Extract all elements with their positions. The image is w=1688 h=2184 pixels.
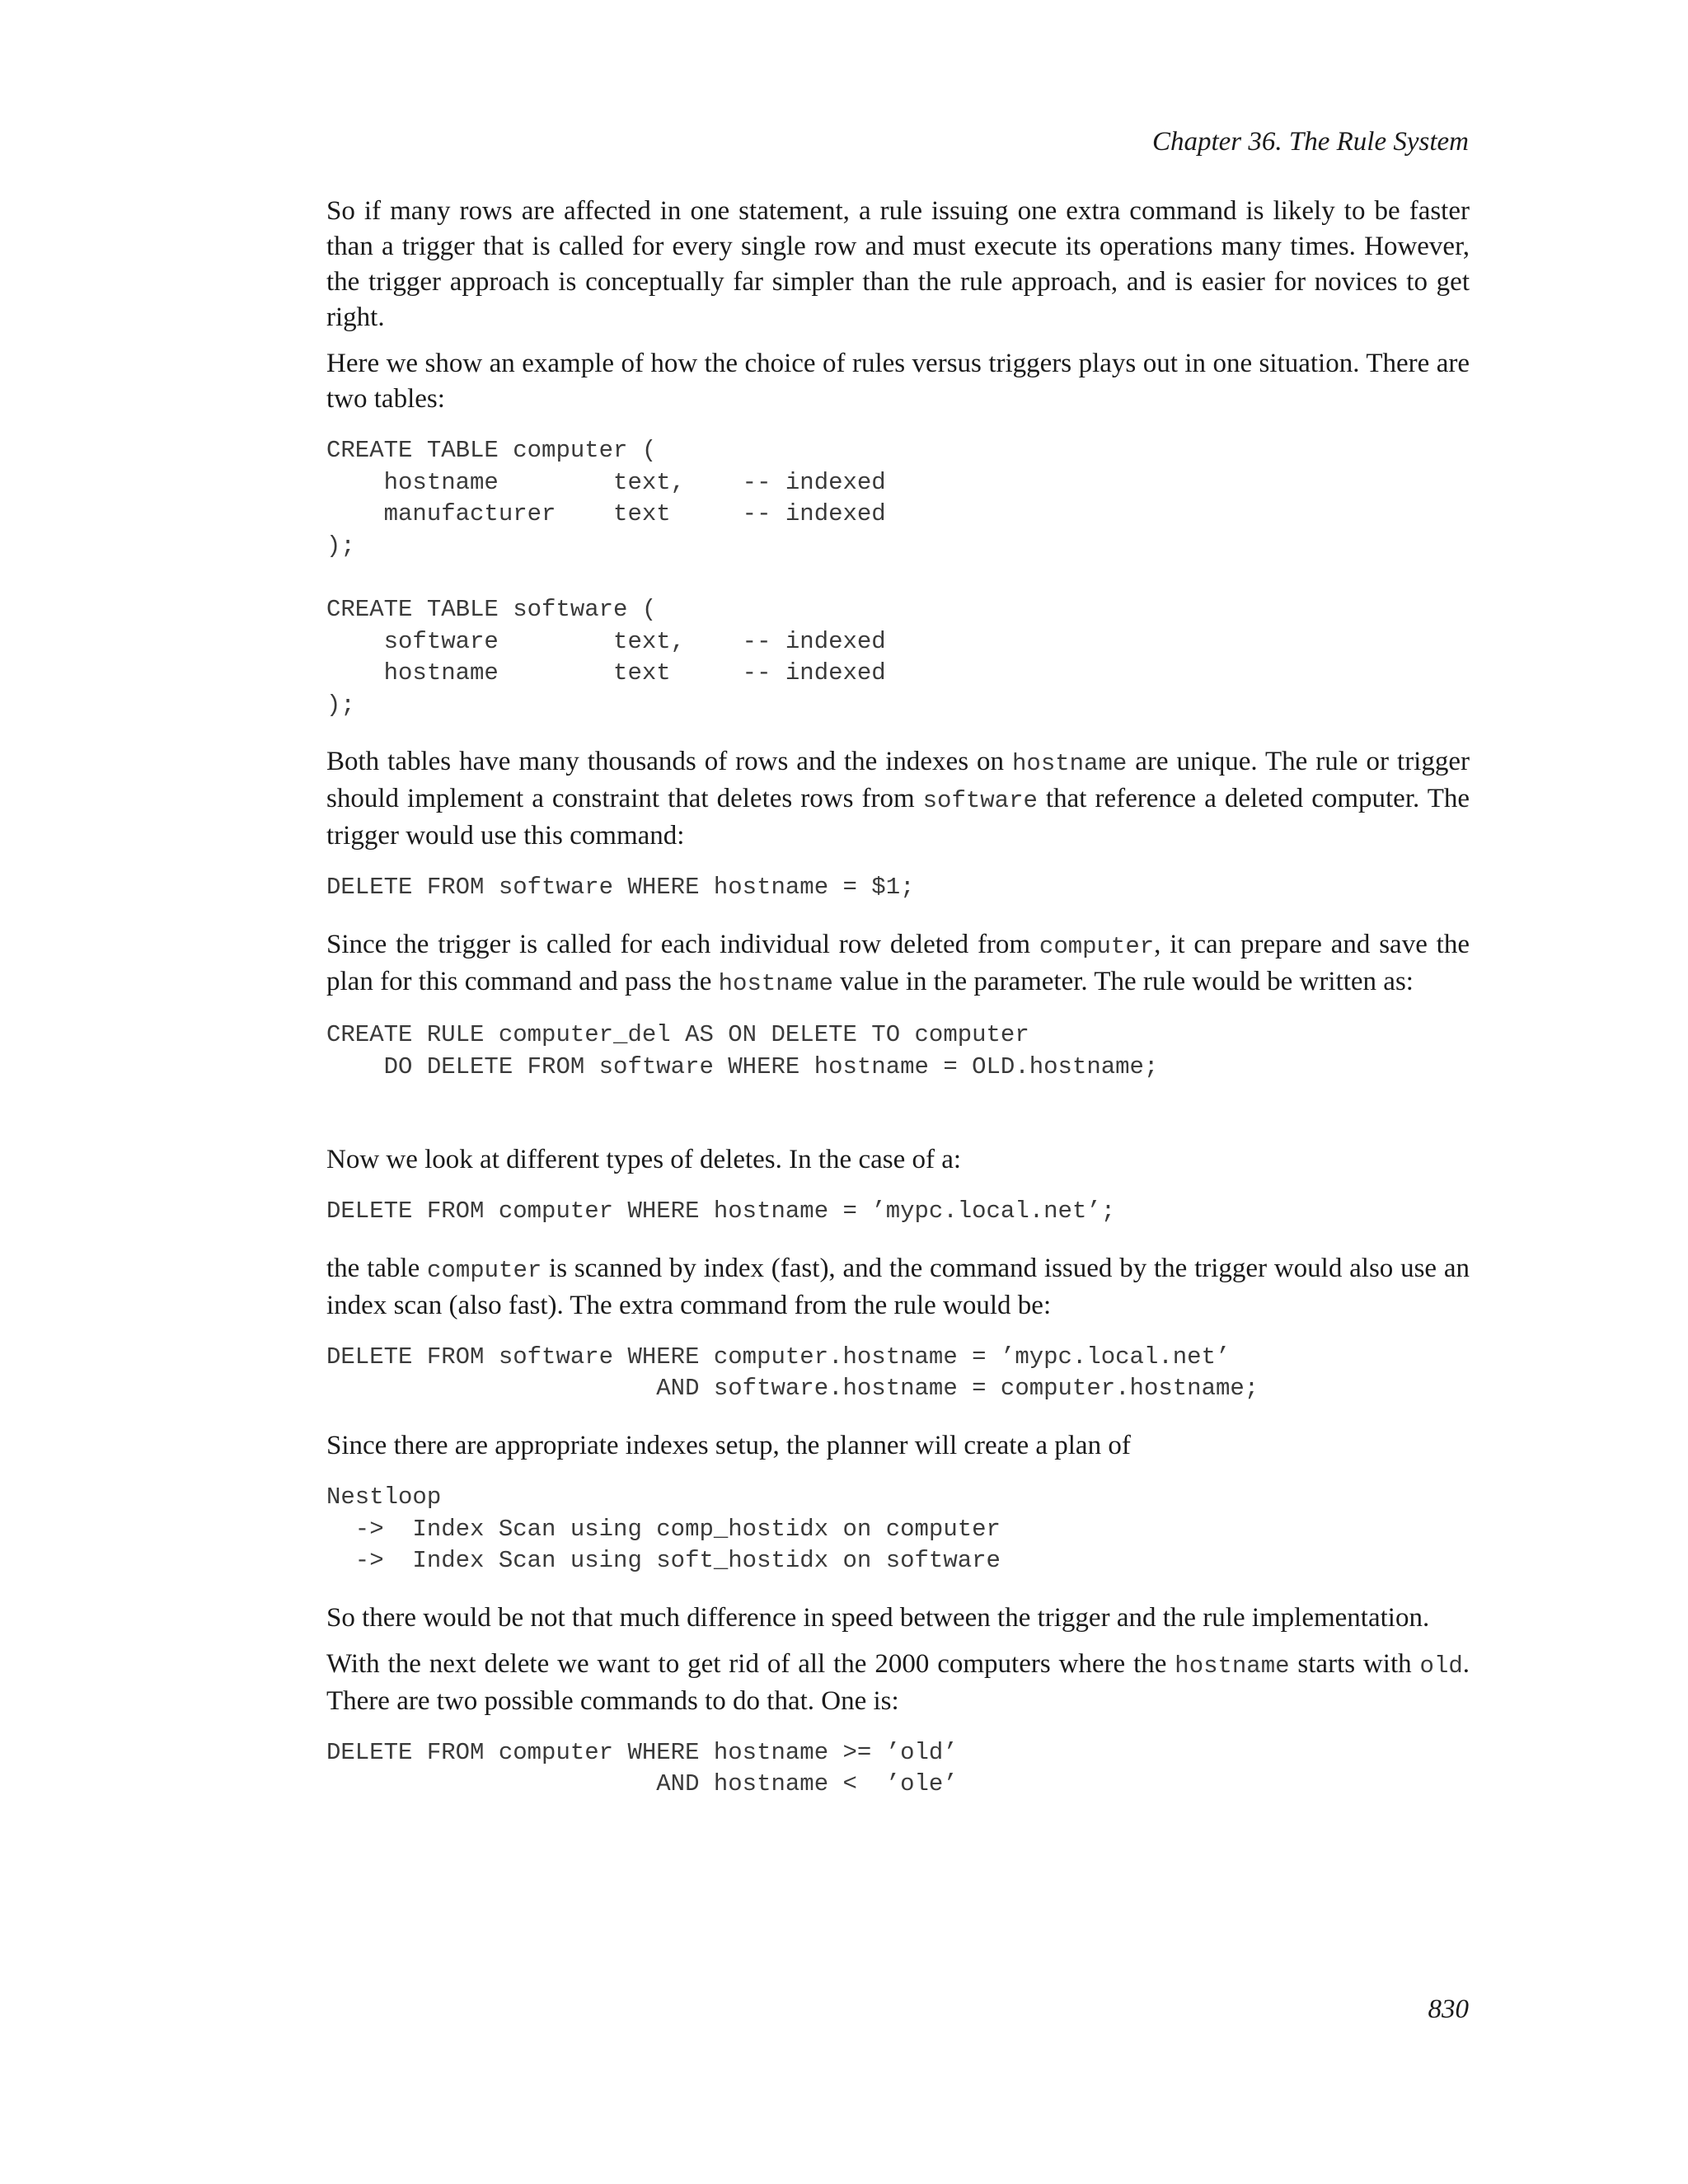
- inline-code-computer: computer: [1039, 932, 1155, 960]
- paragraph-trigger-explanation: [326, 927, 1470, 1001]
- inline-code-old: old: [1419, 1652, 1463, 1680]
- text-segment: that reference a deleted computer. The trigger would use this command:: [326, 784, 1470, 851]
- paragraph-planner-plan: Since there are appropriate indexes setup, the planner will create a plan of: [326, 1430, 1131, 1460]
- paragraph-delete-types: Now we look at different types of deletes. In the case of a:: [326, 1145, 962, 1175]
- code-create-rule: CREATE RULE computer_del AS ON DELETE TO computer DO DELETE FROM software WHERE hostname = OLD.hostname;: [326, 1020, 1159, 1080]
- paragraph-example-intro: Here we show an example of how the choice of rules versus triggers plays out in one situation. There are two tables:: [326, 349, 1470, 414]
- code-delete-old-range: DELETE FROM computer WHERE hostname >= ’old’ AND hostname < ’ole’: [326, 1738, 958, 1798]
- text-segment: Both tables have many thousands of rows and the indexes on: [326, 747, 1013, 777]
- inline-code-software: software: [922, 787, 1038, 815]
- page-content: [326, 194, 1470, 1824]
- code-nestloop-plan: Nestloop -> Index Scan using comp_hostidx on computer -> Index Scan using soft_hostidx on software: [326, 1483, 1001, 1575]
- text-segment: value in the parameter. The rule would be written as:: [832, 966, 1414, 996]
- text-segment: With the next delete we want to get rid of all the 2000 computers where the: [326, 1648, 1175, 1679]
- text-segment: is scanned by index (fast), and the command issued by the trigger would also use an index scan (also fast). The extra command from the rule would be:: [326, 1253, 1470, 1320]
- paragraph-next-delete: [326, 1647, 1470, 1719]
- paragraph-tables-description: [326, 744, 1470, 854]
- inline-code-hostname: hostname: [718, 969, 833, 997]
- code-trigger-delete: DELETE FROM software WHERE hostname = $1;: [326, 874, 915, 902]
- inline-code-hostname: hostname: [1012, 750, 1128, 778]
- paragraph-index-scan: [326, 1251, 1470, 1324]
- paragraph-speed-difference: So there would be not that much difference in speed between the trigger and the rule implementation.: [326, 1602, 1430, 1633]
- text-segment: starts with: [1289, 1648, 1420, 1679]
- code-delete-mypc: DELETE FROM computer WHERE hostname = ’mypc.local.net’;: [326, 1197, 1116, 1226]
- running-header: Chapter 36. The Rule System: [1151, 127, 1469, 157]
- text-segment: Since the trigger is called for each individual row deleted from: [326, 929, 1039, 959]
- code-create-tables: CREATE TABLE computer ( hostname text, -- indexed manufacturer text -- indexed ); CREATE TABLE software ( software text, -- indexed hostname text -- indexed );: [326, 437, 886, 719]
- text-segment: the table: [326, 1253, 428, 1283]
- paragraph-rules-vs-triggers-performance: So if many rows are affected in one statement, a rule issuing one extra command is likely to be faster than a trigger that is called for every single row and must execute its operations many times. However, the trigger approach is conceptually far simpler than the rule approach, and is easier for novices to get right.: [326, 196, 1470, 332]
- text-segment: are unique. The rule or trigger should implement a constraint that deletes rows from: [326, 747, 1470, 814]
- code-rule-extra-command: DELETE FROM software WHERE computer.hostname = ’mypc.local.net’ AND software.hostname = computer.hostname;: [326, 1343, 1259, 1403]
- text-segment: . There are two possible commands to do that. One is:: [326, 1648, 1470, 1716]
- page-number: 830: [1428, 1994, 1469, 2024]
- text-segment: , it can prepare and save the plan for this command and pass the: [326, 929, 1470, 996]
- inline-code-computer: computer: [427, 1256, 542, 1284]
- inline-code-hostname: hostname: [1175, 1652, 1290, 1680]
